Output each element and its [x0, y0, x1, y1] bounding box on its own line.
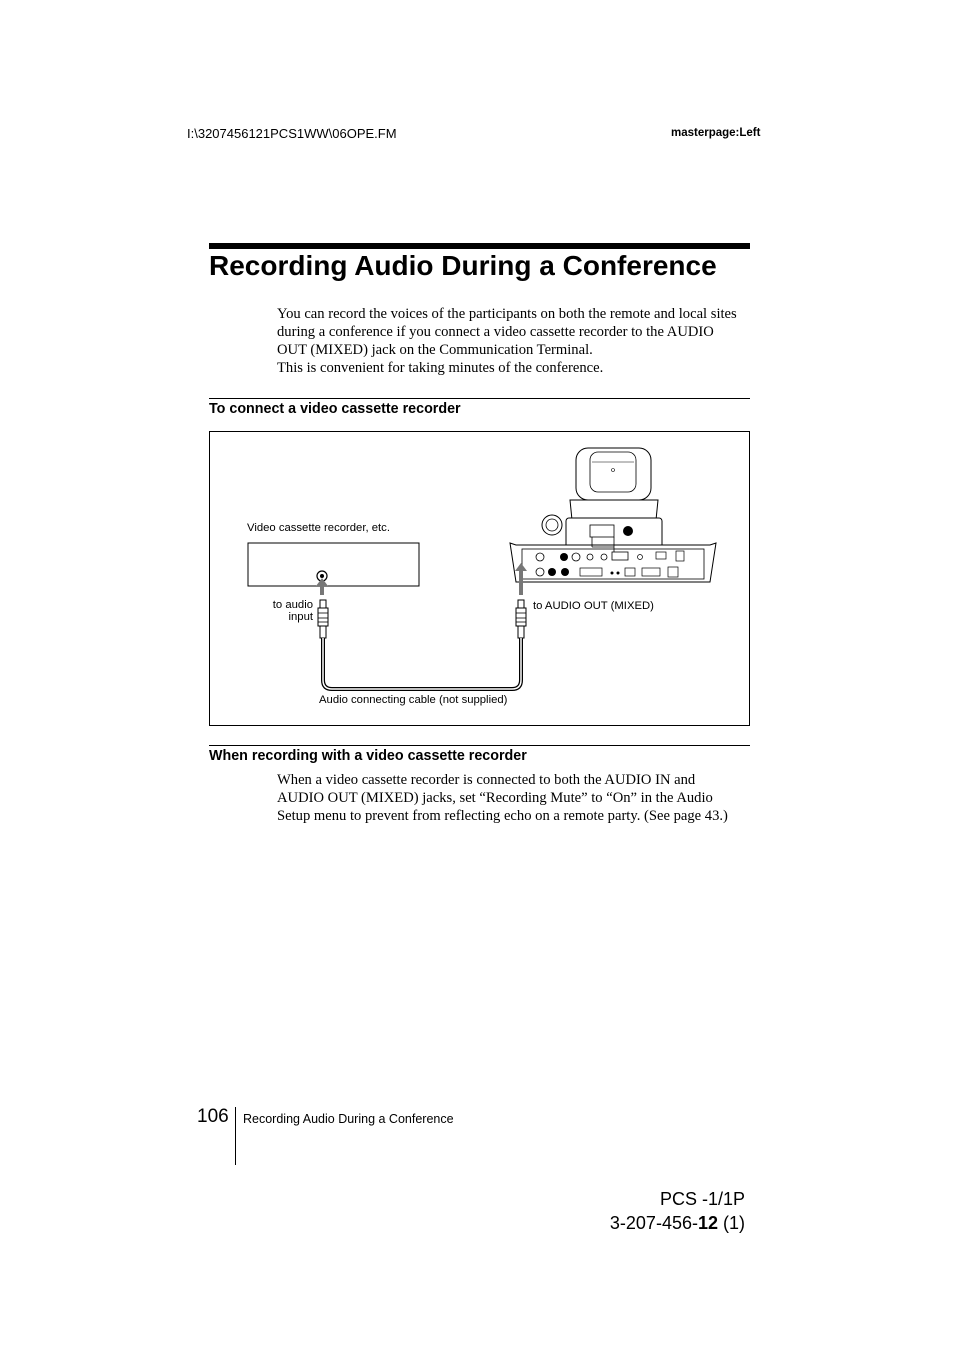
title-rule [209, 243, 750, 249]
connection-diagram [209, 431, 750, 726]
audio-input-label-line: input [288, 611, 313, 623]
left-rca-plug [318, 600, 328, 638]
part-number-bold: 12 [697, 1213, 718, 1233]
intro-line: during a conference if you connect a video cassette recorder to the AUDIO [277, 324, 714, 340]
intro-line: This is convenient for taking minutes of the conference. [277, 360, 604, 376]
audio-input-label-line: to audio [272, 599, 313, 611]
section-heading-connect: To connect a video cassette recorder [209, 401, 461, 417]
section-rule [209, 745, 750, 746]
page-number: 106 [197, 1106, 229, 1127]
page-title: Recording Audio During a Conference [209, 250, 717, 281]
footer-running-title: Recording Audio During a Conference [243, 1112, 454, 1126]
part-number-prefix: 3-207-456- [609, 1213, 698, 1233]
part-number [560, 1211, 745, 1235]
note-line: Setup menu to prevent from reflecting echo on a remote party. (See page 43.) [277, 808, 728, 824]
footer-divider [235, 1107, 236, 1165]
right-rca-plug [516, 600, 526, 638]
recording-note-paragraph [277, 771, 752, 825]
cable-label: Audio connecting cable (not supplied) [319, 694, 508, 706]
model-block [560, 1187, 745, 1235]
vcr-label: Video cassette recorder, etc. [247, 522, 390, 534]
camera-unit [542, 448, 662, 550]
section-rule [209, 398, 750, 399]
note-line: When a video cassette recorder is connected to both the AUDIO IN and [277, 772, 696, 788]
intro-line: You can record the voices of the participants on both the remote and local sites [277, 306, 737, 322]
note-line: AUDIO OUT (MIXED) jacks, set “Recording Mute” to “On” in the Audio [277, 790, 713, 806]
vcr-box [248, 543, 419, 586]
audio-input-label [250, 599, 313, 623]
section-heading-recording: When recording with a video cassette recorder [209, 748, 527, 764]
intro-paragraph [277, 305, 752, 377]
diagram-drawing [210, 432, 749, 725]
model-name: PCS -1/1P [659, 1189, 745, 1209]
header-masterpage: masterpage:Left [671, 127, 761, 139]
part-number-suffix: (1) [718, 1213, 745, 1233]
header-file-path: I:\3207456121PCS1WW\06OPE.FM [187, 126, 397, 141]
audio-cable [323, 638, 521, 689]
audio-out-label: to AUDIO OUT (MIXED) [533, 600, 654, 612]
intro-line: OUT (MIXED) jack on the Communication Terminal. [277, 342, 593, 358]
